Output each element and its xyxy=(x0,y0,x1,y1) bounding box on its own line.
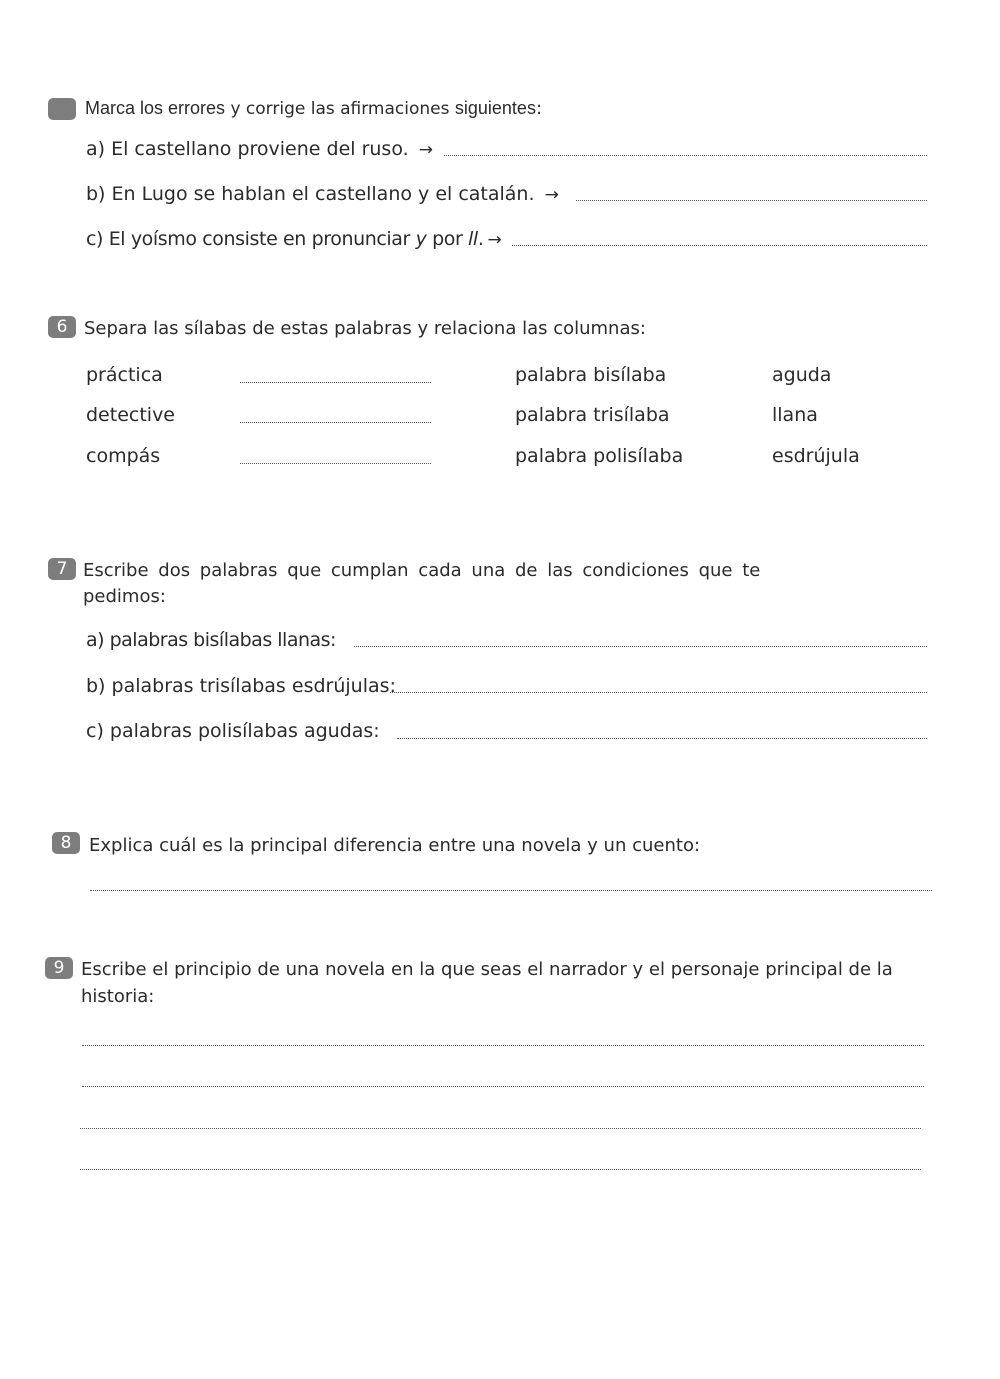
question-badge-9: 9 xyxy=(45,957,73,979)
answer-line-q9-3[interactable] xyxy=(80,1128,921,1129)
q5-item-a-label: a) El castellano proviene del ruso. xyxy=(86,138,409,160)
arrow-right-icon: → xyxy=(544,185,559,205)
answer-line-q7-b[interactable] xyxy=(390,692,927,693)
arrow-right-icon: → xyxy=(418,140,433,160)
prompt-part-3: siguientes xyxy=(454,98,536,118)
q5-item-c xyxy=(86,228,501,250)
q6-accent-1: aguda xyxy=(772,364,832,386)
q6-type-3: palabra polisílaba xyxy=(515,445,684,467)
q7-item-c: c) palabras polisílabas agudas: xyxy=(86,720,380,742)
question-badge-7: 7 xyxy=(48,558,76,580)
question-6-prompt: Separa las sílabas de estas palabras y relaciona las columnas: xyxy=(84,318,646,339)
answer-line-q8[interactable] xyxy=(90,890,932,891)
q6-accent-3: esdrújula xyxy=(772,445,860,467)
q6-type-1: palabra bisílaba xyxy=(515,364,667,386)
question-9-prompt-line-2: historia: xyxy=(81,986,155,1007)
answer-line-q5-a[interactable] xyxy=(444,155,927,156)
question-5-prompt xyxy=(85,98,542,119)
prompt-part-4: : xyxy=(535,98,543,119)
question-badge-5 xyxy=(48,98,76,120)
q5-item-b xyxy=(86,183,559,205)
question-7-prompt-line-2: pedimos: xyxy=(83,586,166,607)
answer-line-q7-c[interactable] xyxy=(397,738,927,739)
prompt-part-1: Marca los errores xyxy=(85,98,226,118)
answer-line-q6-3[interactable] xyxy=(240,463,431,464)
question-7-prompt-line-1: Escribe dos palabras que cumplan cada una de las condiciones que te xyxy=(83,560,761,581)
answer-line-q9-2[interactable] xyxy=(82,1086,924,1087)
answer-line-q5-c[interactable] xyxy=(512,245,927,246)
q6-accent-2: llana xyxy=(772,404,818,426)
q7-item-a: a) palabras bisílabas llanas: xyxy=(86,629,336,651)
q6-type-2: palabra trisílaba xyxy=(515,404,670,426)
answer-line-q9-4[interactable] xyxy=(80,1169,921,1170)
q5-item-c-mid: por xyxy=(426,228,469,250)
q5-item-b-label: b) En Lugo se hablan el castellano y el catalán. xyxy=(86,183,535,205)
answer-line-q7-a[interactable] xyxy=(354,646,927,647)
question-badge-8: 8 xyxy=(52,832,80,854)
question-9-prompt-line-1: Escribe el principio de una novela en la que seas el narrador y el personaje principal de la xyxy=(81,959,893,980)
q6-word-2: detective xyxy=(86,404,175,426)
q6-word-1: práctica xyxy=(86,364,163,386)
q5-item-a xyxy=(86,138,433,160)
arrow-right-icon: → xyxy=(487,230,502,250)
prompt-part-2: y corrige las afirmaciones xyxy=(225,99,455,119)
answer-line-q9-1[interactable] xyxy=(82,1045,924,1046)
q7-item-b: b) palabras trisílabas esdrújulas: xyxy=(86,675,396,697)
q5-item-c-italic-ll: ll xyxy=(468,228,478,250)
answer-line-q5-b[interactable] xyxy=(576,200,927,201)
answer-line-q6-1[interactable] xyxy=(240,382,431,383)
answer-line-q6-2[interactable] xyxy=(240,422,431,423)
q6-word-3: compás xyxy=(86,445,161,467)
q5-item-c-suffix: . xyxy=(477,228,484,250)
q5-item-c-italic-y: y xyxy=(415,228,427,250)
q5-item-c-prefix: c) El yoísmo consiste en pronunciar xyxy=(86,228,416,250)
question-badge-6: 6 xyxy=(48,316,76,338)
question-8-prompt: Explica cuál es la principal diferencia entre una novela y un cuento: xyxy=(89,835,701,856)
